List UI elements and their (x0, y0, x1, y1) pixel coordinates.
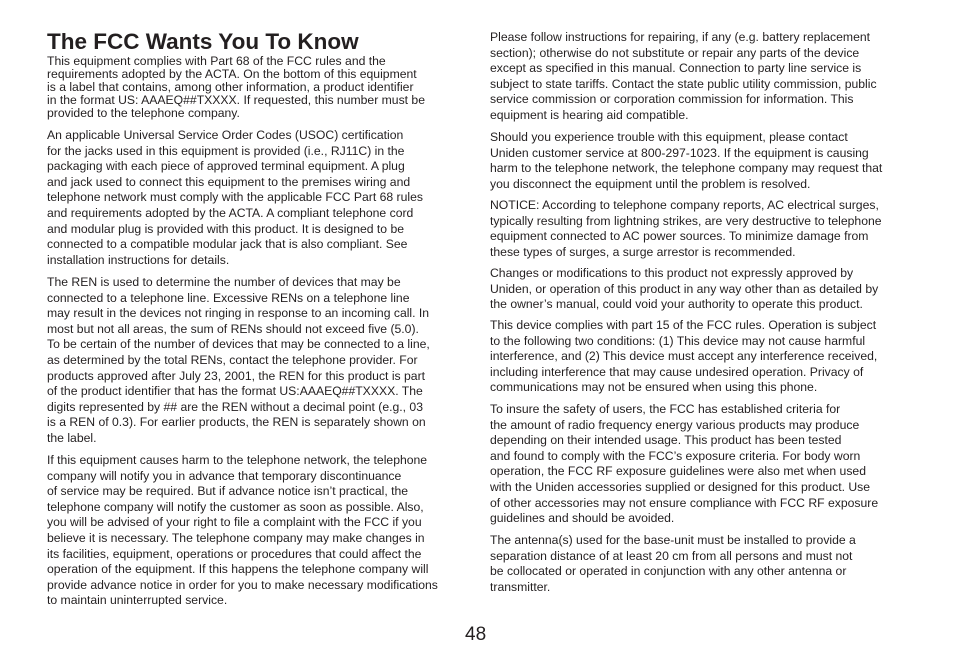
text-line: the amount of radio frequency energy various products may produce (490, 417, 860, 432)
text-line: its facilities, equipment, operations or procedures that could affect the (47, 546, 422, 561)
paragraph-network-harm (47, 453, 465, 609)
text-line: of the product identifier that has the format US:AAAEQ##TXXXX. The (47, 384, 423, 399)
text-line: and requirements adopted by the ACTA. A compliant telephone cord (47, 205, 414, 220)
text-line: products approved after July 23, 2001, the REN for this product is part (47, 368, 426, 383)
paragraph-notice-surges (490, 198, 910, 260)
text-line: Please follow instructions for repairing, if any (e.g. battery replacement (490, 30, 871, 44)
text-line: telephone network must comply with the applicable FCC Part 68 rules (47, 190, 423, 205)
text-line: equipment connected to AC power sources. To minimize damage from (490, 229, 869, 244)
text-line: installation instructions for details. (47, 252, 230, 267)
text-line: to maintain uninterrupted service. (47, 593, 228, 608)
text-line: The antenna(s) used for the base-unit must be installed to provide a (490, 533, 856, 547)
text-line: is a label that contains, among other information, a product identifier (47, 80, 414, 95)
text-line: separation distance of at least 20 cm from all persons and must not (490, 548, 853, 563)
text-line: An applicable Universal Service Order Codes (USOC) certification (47, 128, 404, 142)
text-line: operation of the equipment. If this happens the telephone company will (47, 562, 429, 577)
paragraph-antenna (490, 533, 910, 595)
paragraph-rf-exposure (490, 402, 910, 527)
text-line: Uniden, or operation of this product in any way other than as detailed by (490, 281, 879, 296)
text-line: subject to state tariffs. Contact the state public utility commission, public (490, 76, 877, 91)
text-line: telephone company will notify the customer as soon as possible. Also, (47, 499, 424, 514)
text-line: you disconnect the equipment until the problem is resolved. (490, 176, 811, 191)
text-line: transmitter. (490, 579, 551, 594)
text-line: operation, the FCC RF exposure guidelines were also met when used (490, 464, 866, 479)
text-line: connected to a telephone line. Excessive RENs on a telephone line (47, 290, 410, 305)
text-line: To insure the safety of users, the FCC has established criteria for (490, 402, 841, 416)
text-line: Should you experience trouble with this equipment, please contact (490, 130, 848, 144)
text-line: packaging with each piece of approved terminal equipment. A plug (47, 159, 405, 174)
text-line: of other accessories may not ensure compliance with FCC RF exposure (490, 495, 879, 510)
text-line: the label. (47, 430, 97, 445)
text-line: and modular plug is provided with this product. It is designed to be (47, 221, 405, 236)
text-line: for the jacks used in this equipment is provided (i.e., RJ11C) in the (47, 143, 405, 158)
text-line: is a REN of 0.3). For earlier products, the REN is separately shown on (47, 415, 426, 430)
text-line: as determined by the total RENs, contact the telephone provider. For (47, 352, 418, 367)
text-line: company will notify you in advance that temporary discontinuance (47, 468, 402, 483)
text-line: To be certain of the number of devices that may be connected to a line, (47, 337, 430, 352)
text-line: be collocated or operated in conjunction with any other antenna or (490, 564, 847, 579)
text-line: connected to a compatible modular jack that is also compliant. See (47, 237, 408, 252)
text-line: depending on their intended usage. This product has been tested (490, 433, 842, 448)
text-line: and jack used to connect this equipment to the premises wiring and (47, 174, 411, 189)
paragraph-ren (47, 275, 465, 447)
text-line: If this equipment causes harm to the telephone network, the telephone (47, 453, 428, 467)
paragraph-fcc-part68 (47, 55, 465, 120)
text-line: This equipment complies with Part 68 of the FCC rules and the (47, 54, 386, 68)
paragraph-trouble (490, 130, 910, 192)
text-line: The REN is used to determine the number of devices that may be (47, 275, 401, 289)
text-line: except as specified in this manual. Connection to party line service is (490, 61, 862, 76)
text-line: section); otherwise do not substitute or repair any parts of the device (490, 45, 860, 60)
text-line: believe it is necessary. The telephone company may make changes in (47, 530, 425, 545)
text-line: Changes or modifications to this product not expressly approved by (490, 266, 854, 280)
text-line: to the following two conditions: (1) This device may not cause harmful (490, 333, 866, 348)
text-line: may result in the devices not ringing in response to an incoming call. In (47, 306, 430, 321)
text-line: guidelines and should be avoided. (490, 511, 675, 526)
text-line: provided to the telephone company. (47, 106, 240, 121)
text-line: communications may not be ensured when using this phone. (490, 380, 818, 395)
paragraph-usoc (47, 128, 465, 268)
text-line: harm to the telephone network, the telephone company may request that (490, 161, 883, 176)
text-line: requirements adopted by the ACTA. On the bottom of this equipment (47, 67, 417, 82)
page-number: 48 (465, 624, 487, 645)
text-line: typically resulting from lightning strikes, are very destructive to telephone (490, 213, 882, 228)
text-line: the owner’s manual, could void your authority to operate this product. (490, 297, 863, 312)
paragraph-part15 (490, 318, 910, 396)
page-title: The FCC Wants You To Know (47, 29, 359, 54)
paragraph-repairs (490, 30, 910, 124)
text-line: NOTICE: According to telephone company reports, AC electrical surges, (490, 198, 879, 212)
text-line: including interference that may cause undesired operation. Privacy of (490, 364, 864, 379)
text-line: provide advance notice in order for you to make necessary modifications (47, 577, 438, 592)
text-line: most but not all areas, the sum of RENs should not exceed five (5.0). (47, 321, 419, 336)
text-line: digits represented by ## are the REN without a decimal point (e.g., 03 (47, 399, 423, 414)
text-line: and found to comply with the FCC’s exposure criteria. For body worn (490, 448, 861, 463)
paragraph-modifications (490, 266, 910, 313)
text-line: of service may be required. But if advance notice isn’t practical, the (47, 484, 409, 499)
text-line: interference, and (2) This device must accept any interference received, (490, 349, 878, 364)
text-line: This device complies with part 15 of the FCC rules. Operation is subject (490, 318, 877, 332)
text-line: you will be advised of your right to file a complaint with the FCC if you (47, 515, 422, 530)
text-line: with the Uniden accessories supplied or designed for this product. Use (490, 479, 871, 494)
text-line: these types of surges, a surge arrestor is recommended. (490, 244, 796, 259)
text-line: service commission or corporation commission for information. This (490, 92, 854, 107)
text-line: equipment is hearing aid compatible. (490, 107, 689, 122)
text-line: in the format US: AAAEQ##TXXXX. If requested, this number must be (47, 93, 425, 108)
text-line: Uniden customer service at 800-297-1023. If the equipment is causing (490, 145, 869, 160)
